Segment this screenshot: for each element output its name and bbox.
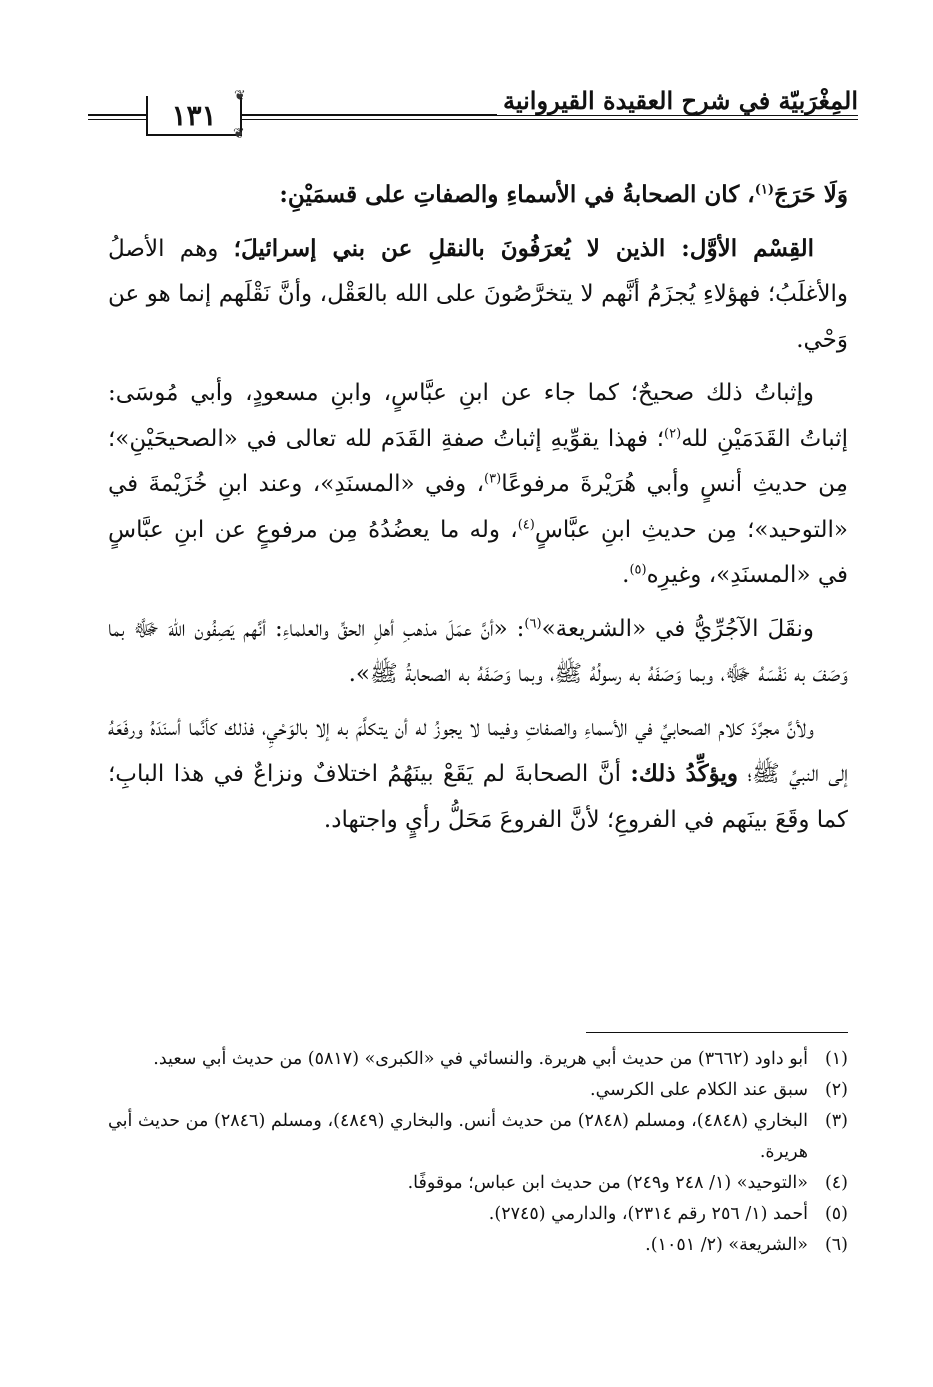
paragraph-4 (108, 607, 848, 698)
main-text (108, 172, 848, 843)
footnotes (108, 1044, 848, 1261)
footnote-number: (١) (824, 1049, 848, 1069)
footnote-item (108, 1230, 848, 1261)
footnote-text: «الشريعة» (٢/ ١٠٥١). (645, 1235, 808, 1255)
footnote-divider (586, 1032, 848, 1033)
text-span: ولأنَّ مجرَّدَ كلام الصحابيِّ في الأسماءِ والصفاتِ وفيما لا يجوزُ له أن يتكلَّمَ به إلا بالوَحْيِ، فذلك كأنَّما أسنَدَهُ ورفَعَهُ إلى النبيِّ ﷺ؛ (108, 714, 848, 787)
text-span: ، وله ما يعضُدُهُ مِن مرفوعٍ عن ابنِ عبَّاسٍ في «المسنَدِ»، وغيرِه (108, 516, 848, 588)
footnote-number: (٥) (824, 1204, 848, 1224)
footnote-number: (٦) (824, 1235, 848, 1255)
paragraph-5 (108, 706, 848, 844)
book-title: المِغْرَبيّة في شرح العقيدة القيروانية (497, 86, 858, 115)
footnote-number: (٤) (824, 1173, 848, 1193)
footnote-item (108, 1075, 848, 1106)
footnote-item (108, 1106, 848, 1168)
page-header (88, 84, 858, 144)
text-span: أنَّ الصحابةَ لم يَقَعْ بينَهُمُ اختلافٌ ونزاعٌ في هذا البابِ؛ كما وقَعَ بينَهم في الفروعِ؛ لأنَّ الفروعَ مَحَلُّ رأيٍ واجتهاد. (108, 761, 848, 833)
emphasis: ويؤكِّدُ ذلك: (630, 760, 738, 787)
footnote-ref: (٣) (484, 471, 502, 487)
footnote-item (108, 1168, 848, 1199)
paragraph-1 (108, 172, 848, 218)
footnote-item (108, 1199, 848, 1230)
ornament-icon: ❦ (233, 126, 245, 142)
footnote-ref: (٦) (524, 615, 542, 631)
footnote-ref: (٤) (517, 516, 535, 532)
paragraph-3 (108, 371, 848, 599)
footnote-text: سبق عند الكلام على الكرسي. (590, 1080, 808, 1100)
page-number: ١٣١ (146, 96, 242, 136)
text-span: وَلَا حَرَجَ (774, 181, 848, 208)
text-span: ونقَلَ الآجُرِّيُّ في «الشريعة» (541, 615, 815, 642)
paragraph-2 (108, 226, 848, 364)
footnote-text: أبو داود (٣٦٦٢) من حديث أبي هريرة. والنسائي في «الكبرى» (٥٨١٧) من حديث أبي سعيد. (153, 1049, 808, 1069)
text-span: . (622, 562, 630, 588)
text-span: : «أنَّ عمَلَ مذهبِ أهلِ الحقِّ والعلماءِ: أنَّهم يَصِفُون اللهَ ﷻ بما وَصَفَ به نَفْسَهُ ﷻ، وبما وَصَفَهُ به رسولُهُ ﷺ، وبما وَصَفَهُ به الصحابةُ ﷺ». (108, 615, 848, 687)
header-rule (88, 119, 146, 120)
footnote-ref: (٥) (629, 562, 647, 578)
ornament-icon: ❦ (234, 88, 246, 104)
footnote-number: (٣) (824, 1111, 848, 1131)
text-span: ، كان الصحابةُ في الأسماءِ والصفاتِ على قسمَيْنِ: (279, 181, 755, 208)
footnote-text: البخاري (٤٨٤٨)، ومسلم (٢٨٤٨) من حديث أنس. والبخاري (٤٨٤٩)، ومسلم (٢٨٤٦) من حديث أبي هريرة. (108, 1111, 808, 1162)
section-heading: القِسْم الأوَّل: الذين لا يُعرَفُونَ بالنقلِ عن بني إسرائيلَ؛ (233, 234, 814, 262)
header-rule (240, 119, 858, 120)
text-span: وإثباتُ ذلك صحيحٌ؛ كما جاء عن ابنِ عبَّاسٍ، وابنِ مسعودٍ، وأبي مُوسَى: إثباتُ القَدَمَيْنِ لله (108, 380, 848, 452)
text-span: ، وفي «المسنَدِ»، وعند ابنِ خُزَيْمةَ في «التوحيد»؛ مِن حديثِ ابنِ عبَّاسٍ (108, 471, 848, 543)
footnote-number: (٢) (824, 1080, 848, 1100)
footnote-ref: (١) (754, 182, 774, 198)
footnote-text: أحمد (١/ ٢٥٦ رقم ٢٣١٤)، والدارمي (٢٧٤٥). (488, 1204, 808, 1224)
footnote-text: «التوحيد» (١/ ٢٤٨ و٢٤٩) من حديث ابن عباس؛ موقوفًا. (407, 1173, 808, 1193)
header-rule (88, 114, 146, 116)
footnote-ref: (٢) (664, 425, 682, 441)
text-span: وهم الأصلُ والأغلَبُ؛ فهؤلاءِ يُجزَمُ أنَّهم لا يتخرَّصُونَ على الله بالعَقْل، وأنَّ نَقْلَهم إنما هو عن وَحْي. (108, 235, 848, 353)
footnote-item (108, 1044, 848, 1075)
text-span: ؛ فهذا يقوِّيهِ إثباتُ صفةِ القَدَم لله تعالى في «الصحيحَيْنِ»؛ مِن حديثِ أنسٍ وأبي هُرَيْرةَ مرفوعًا (108, 425, 848, 497)
